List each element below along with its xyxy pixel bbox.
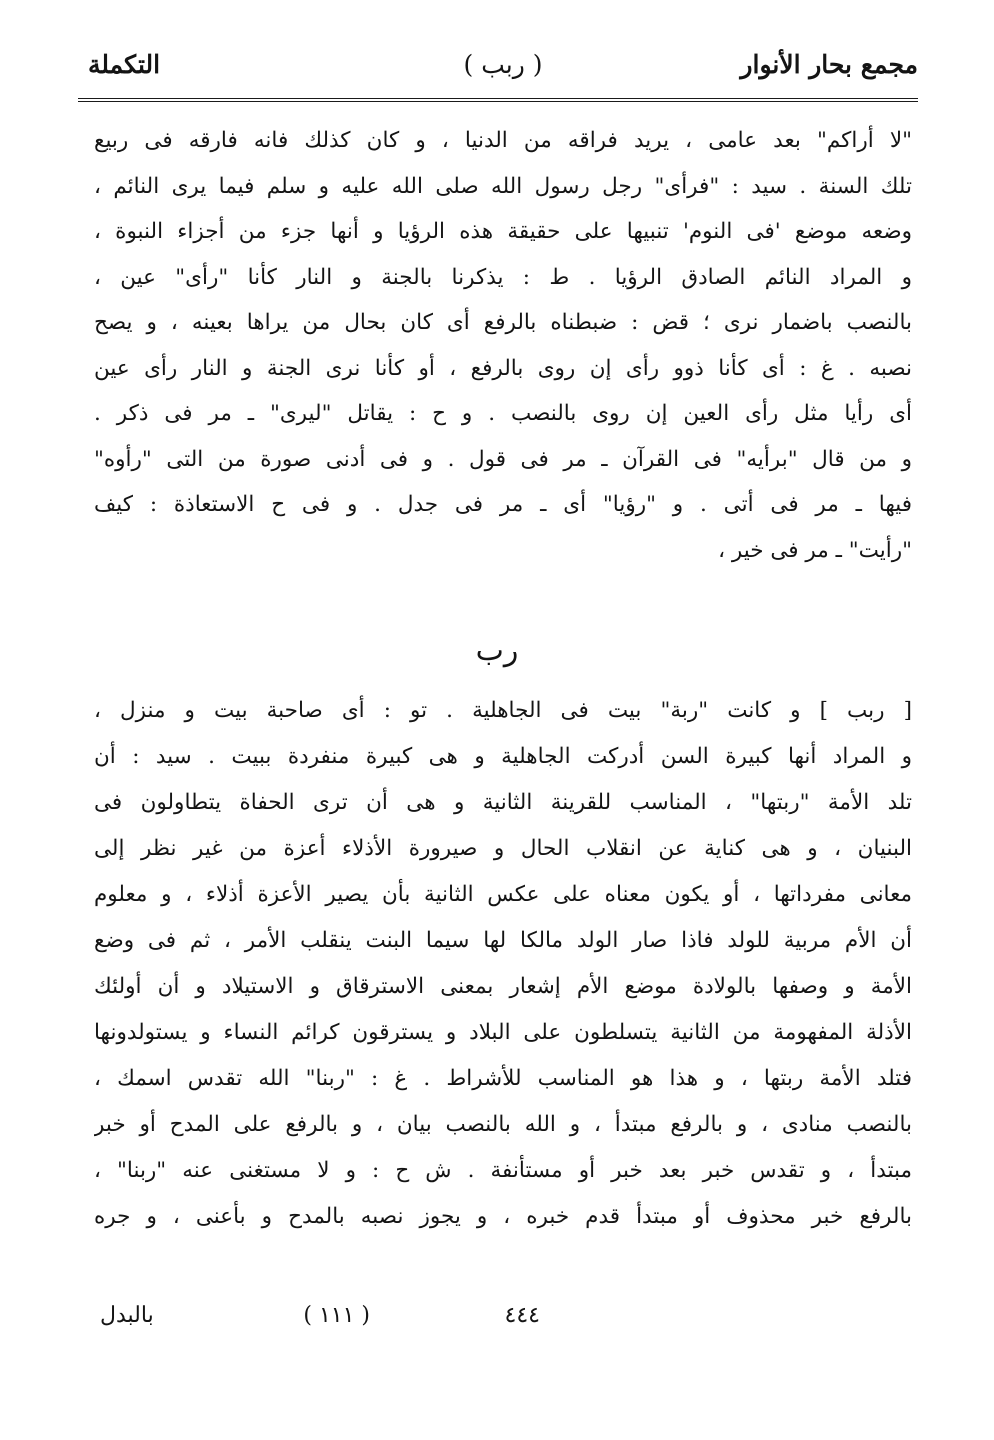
- text-line: [ ربب ] و كانت "ربة" بيت فى الجاهلية . تو : أى صاحبة بيت و منزل ،: [94, 698, 912, 723]
- section-label: التكملة: [88, 50, 161, 79]
- page-footer: [100, 1296, 540, 1336]
- text-line: فيها ـ مر فى أتى . و "رؤيا" أى ـ مر فى جدل . و فى ح الاستعاذة : كيف: [94, 492, 912, 517]
- volume-mark: ( ١١١ ): [303, 1303, 370, 1328]
- text-line: و المراد أنها كبيرة السن أدركت الجاهلية و هى كبيرة منفردة ببيت . سيد : أن: [94, 744, 912, 769]
- text-line: تلد الأمة "ربتها" ، المناسب للقرينة الثانية و هى أن ترى الحفاة يتطاولون فى: [94, 790, 912, 815]
- text-line: البنيان ، و هى كناية عن انقلاب الحال و صيرورة الأذلاء أعزة من غير نظر إلى: [94, 836, 912, 861]
- text-line: و المراد النائم الصادق الرؤيا . ط : يذكرنا بالجنة و النار كأنا "رأى" عين ،: [94, 264, 912, 290]
- text-line: فتلد الأمة ربتها ، و هذا هو المناسب للأشراط . غ : "ربنا" الله تقدس اسمك ،: [94, 1066, 912, 1091]
- text-line: أى رأيا مثل رأى العين إن روى بالنصب . و ح : يقاتل "ليرى" ـ مر فى ذكر .: [94, 401, 912, 426]
- root-heading: ( ربب ): [463, 50, 543, 79]
- page-number: ٤٤٤: [504, 1303, 540, 1328]
- text-line: معانى مفرداتها ، أو يكون معناه على عكس الثانية بأن يصير الأعزة أذلاء ، و معلوم: [94, 882, 912, 907]
- text-block-second: [94, 688, 912, 1240]
- text-line: وضعه موضع 'فى النوم' تنبيها على حقيقة هذه الرؤيا و أنها جزء من أجزاء النبوة ،: [94, 219, 912, 244]
- running-header: [88, 42, 918, 92]
- section-title: رب: [475, 633, 519, 668]
- text-line: أن الأم مربية للولد فاذا صار الولد مالكا لها سيما البنت ينقلب الأمر ، ثم فى وضع: [94, 928, 912, 953]
- text-line: تلك السنة . سيد : "فرأى" رجل رسول الله صلى الله عليه و سلم فيما يرى النائم ،: [94, 173, 912, 199]
- text-line: الأذلة المفهومة من الثانية يتسلطون على البلاد و يسترقون كرائم النساء و يستولدونها: [94, 1020, 912, 1045]
- text-line: بالنصب باضمار نرى ؛ قض : ضبطناه بالرفع أى كان بحال من يراها بعينه ، و يصح: [94, 310, 912, 335]
- text-block-first: [94, 118, 912, 573]
- catchword: بالبدل: [100, 1303, 154, 1328]
- text-line: "لا أراكم" بعد عامى ، يريد فراقه من الدنيا ، و كان كذلك فانه فارقه فى ربيع: [94, 128, 912, 153]
- book-title: مجمع بحار الأنوار: [740, 50, 918, 79]
- text-line: "رأيت" ـ مر فى خير ،: [718, 537, 912, 563]
- text-line: نصبه . غ : أى كأنا ذوو رأى إن روى بالرفع ، أو كأنا نرى الجنة و النار رأى عين: [94, 355, 912, 381]
- text-line: مبتدأ ، و تقدس خبر بعد خبر أو مستأنفة . ش ح : و لا مستغنى عنه "ربنا" ،: [94, 1158, 912, 1183]
- text-line: الأمة و وصفها بالولادة موضع الأم إشعار بمعنى الاسترقاق و الاستيلاد و أن أولئك: [94, 974, 912, 999]
- text-line: بالنصب منادى ، و بالرفع مبتدأ ، و الله بالنصب بيان ، و بالرفع على المدح أو خبر: [94, 1112, 912, 1137]
- text-line: بالرفع خبر محذوف أو مبتدأ قدم خبره ، و يجوز نصبه بالمدح و بأعنى ، و جره: [94, 1204, 912, 1229]
- text-line: و من قال "برأيه" فى القرآن ـ مر فى قول . و فى أدنى صورة من التى "رأوه": [94, 446, 912, 472]
- header-rule: [78, 98, 918, 102]
